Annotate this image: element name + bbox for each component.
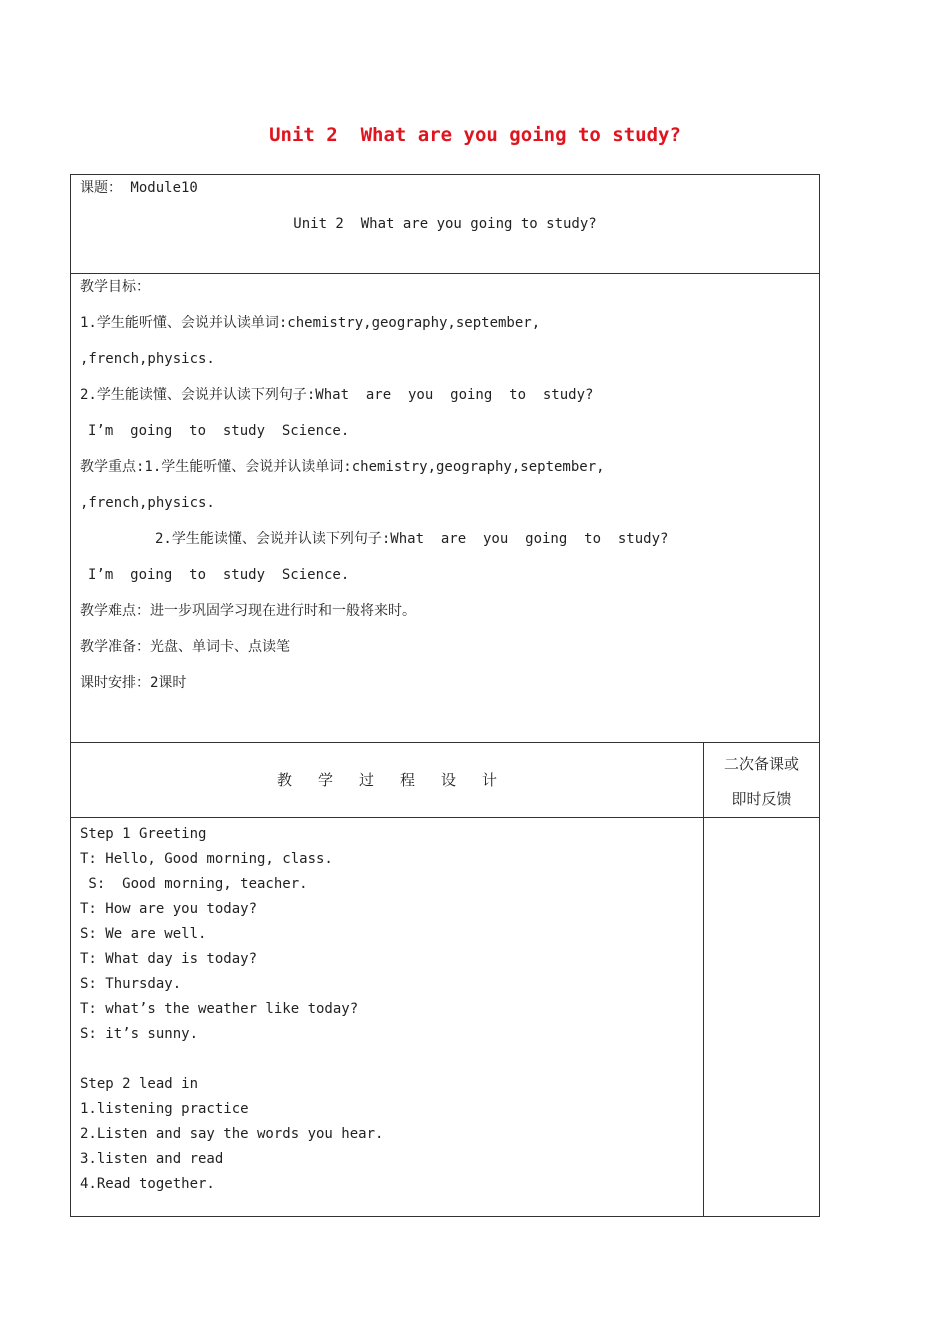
process-header-cell bbox=[71, 743, 704, 818]
dialogue-line: S: Thursday. bbox=[80, 976, 182, 992]
dialogue-line: S: it’s sunny. bbox=[80, 1026, 199, 1042]
key-points-line: I’m going to study Science. bbox=[88, 567, 350, 583]
feedback-header-cell bbox=[704, 743, 820, 818]
activity-line: 4.Read together. bbox=[80, 1176, 215, 1192]
key-points-line: 2.学生能读懂、会说并认读下列句子:What are you going to study? bbox=[155, 531, 669, 547]
page-title: Unit 2 What are you going to study? bbox=[269, 124, 681, 146]
subject-cell bbox=[71, 175, 820, 274]
dialogue-line: T: what’s the weather like today? bbox=[80, 1001, 359, 1017]
step-heading: Step 1 Greeting bbox=[80, 826, 207, 842]
spacer bbox=[71, 1047, 703, 1072]
objective-line: ,french,physics. bbox=[80, 351, 215, 367]
feedback-label-1: 二次备课或 bbox=[723, 755, 799, 773]
unit-line: Unit 2 What are you going to study? bbox=[293, 216, 597, 232]
activity-line: 1.listening practice bbox=[80, 1101, 249, 1117]
key-points-line: ,french,physics. bbox=[80, 495, 215, 511]
feedback-label-2: 即时反馈 bbox=[731, 790, 792, 808]
process-header: 教学过程设计 bbox=[276, 771, 523, 789]
dialogue-line: T: How are you today? bbox=[80, 901, 258, 917]
objectives-heading: 教学目标： bbox=[80, 279, 150, 295]
objectives-cell bbox=[71, 274, 820, 743]
steps-cell bbox=[71, 818, 704, 1217]
dialogue-line: T: Hello, Good morning, class. bbox=[80, 851, 333, 867]
dialogue-line: T: What day is today? bbox=[80, 951, 258, 967]
dialogue-line: S: Good morning, teacher. bbox=[80, 876, 308, 892]
schedule-line: 课时安排：2课时 bbox=[80, 675, 187, 691]
difficulty-line: 教学难点：进一步巩固学习现在进行时和一般将来时。 bbox=[80, 603, 416, 619]
step-heading: Step 2 lead in bbox=[80, 1076, 199, 1092]
preparation-line: 教学准备：光盘、单词卡、点读笔 bbox=[80, 639, 290, 655]
objective-line: I’m going to study Science. bbox=[88, 423, 350, 439]
objective-line: 1.学生能听懂、会说并认读单词:chemistry,geography,september, bbox=[80, 315, 541, 331]
activity-line: 2.Listen and say the words you hear. bbox=[80, 1126, 384, 1142]
lesson-plan-table bbox=[70, 174, 820, 1217]
dialogue-line: S: We are well. bbox=[80, 926, 207, 942]
objective-line: 2.学生能读懂、会说并认读下列句子:What are you going to study? bbox=[80, 387, 594, 403]
subject-line: 课题： Module10 bbox=[80, 180, 198, 196]
activity-line: 3.listen and read bbox=[80, 1151, 224, 1167]
key-points-line: 教学重点:1.学生能听懂、会说并认读单词:chemistry,geography,september, bbox=[80, 459, 605, 475]
feedback-cell bbox=[704, 818, 820, 1217]
